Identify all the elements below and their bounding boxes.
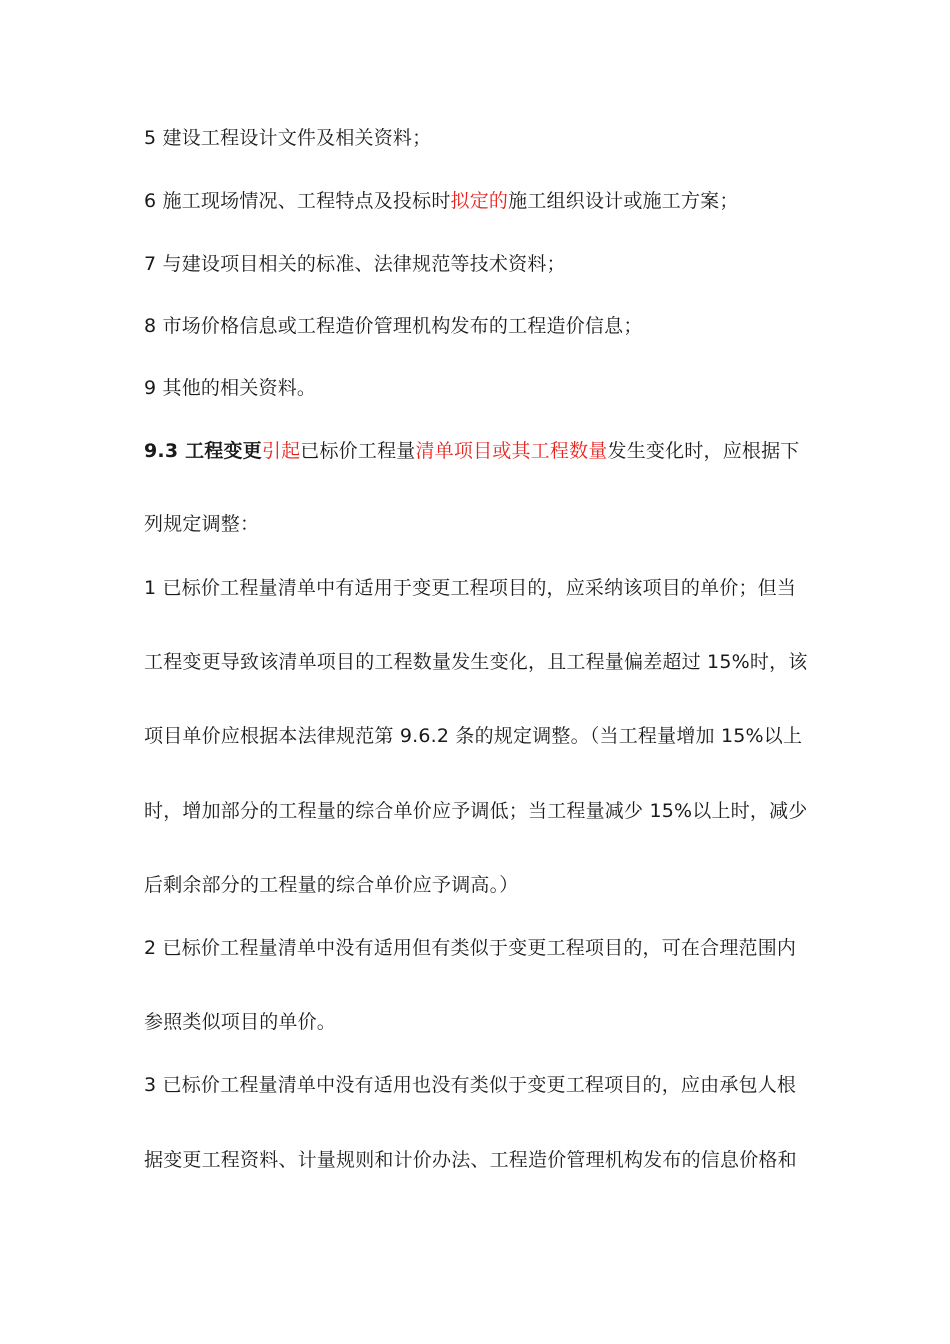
clause-1-line-5: 后剩余部分的工程量的综合单价应予调高。） xyxy=(144,874,519,896)
clause-3-line-1: 3 已标价工程量清单中没有适用也没有类似于变更工程项目的，应由承包人根 xyxy=(144,1074,797,1096)
clause-3-line-2: 据变更工程资料、计量规则和计价办法、工程造价管理机构发布的信息价格和 xyxy=(144,1149,797,1171)
clause-1-line-3: 项目单价应根据本法律规范第 9.6.2 条的规定调整。（当工程量增加 15%以上 xyxy=(144,725,803,747)
clause-2-line-2: 参照类似项目的单价。 xyxy=(144,1011,337,1033)
section-highlight-2: 清单项目或其工程数量 xyxy=(415,440,608,462)
section-heading-continuation: 列规定调整： xyxy=(144,513,260,535)
list-item-6-text-start: 6 施工现场情况、工程特点及投标时 xyxy=(144,190,451,212)
clause-1-line-4: 时，增加部分的工程量的综合单价应予调低；当工程量减少 15%以上时，减少 xyxy=(144,800,808,822)
clause-1-line-2: 工程变更导致该清单项目的工程数量发生变化，且工程量偏差超过 15%时，该 xyxy=(144,651,808,673)
list-item-9: 9 其他的相关资料。 xyxy=(144,377,317,399)
list-item-6-highlight: 拟定的 xyxy=(450,190,509,212)
clause-2-line-1: 2 已标价工程量清单中没有适用但有类似于变更工程项目的，可在合理范围内 xyxy=(144,937,797,959)
section-heading-9-3 xyxy=(144,439,824,463)
list-item-7: 7 与建设项目相关的标准、法律规范等技术资料； xyxy=(144,253,566,275)
list-item-8: 8 市场价格信息或工程造价管理机构发布的工程造价信息； xyxy=(144,315,643,337)
list-item-5: 5 建设工程设计文件及相关资料； xyxy=(144,127,432,149)
section-text-mid: 已标价工程量 xyxy=(300,440,416,462)
list-item-6 xyxy=(144,189,824,213)
section-text-end: 发生变化时，应根据下 xyxy=(607,440,800,462)
list-item-6-text-end: 施工组织设计或施工方案； xyxy=(508,190,739,212)
clause-1-line-1: 1 已标价工程量清单中有适用于变更工程项目的，应采纳该项目的单价；但当 xyxy=(144,577,797,599)
section-highlight-1: 引起 xyxy=(261,440,301,462)
section-number: 9.3 工程变更 xyxy=(144,440,262,462)
